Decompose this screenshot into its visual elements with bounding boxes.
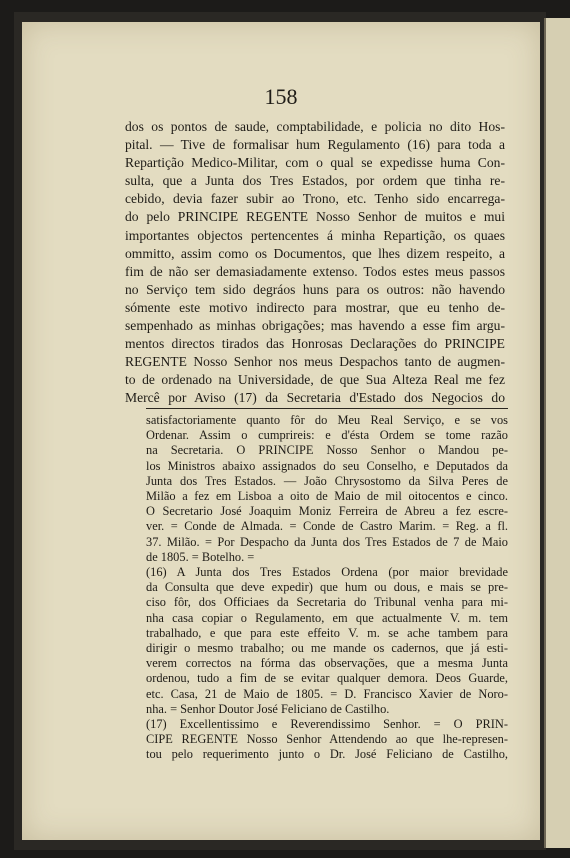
body-text-line: pital. — Tive de formalisar hum Regulamento (16) para toda a [125, 137, 505, 153]
footnotes-text [146, 413, 508, 763]
footnote-line: verem correctos na fórma das observações, que a mesma Junta [146, 656, 508, 671]
footnote-line: da Consulta que deve expedir) que hum ou dous, e mais se pre- [146, 580, 508, 595]
footnote-line: etc. Casa, 21 de Maio de 1805. = D. Francisco Xavier de Noro- [146, 686, 508, 701]
footnote-line: los Ministros abaixo assignados do seu Conselho, e Deputados da [146, 458, 508, 473]
footnote-line: Ordenar. Assim o cumprireis: e d'ésta Ordem se tome razão [146, 428, 508, 443]
footnote-line: 37. Milão. = Por Despacho da Junta dos Tres Estados de 7 de Maio [146, 534, 508, 549]
main-body-text [125, 118, 505, 408]
body-text-line: cebido, devia fazer subir ao Trono, etc. Tenho sido encarrega- [125, 191, 505, 207]
body-text-line: sulta, que a Junta dos Tres Estados, por ordem que tinha re- [125, 173, 505, 189]
footnote-line: satisfactoriamente quanto fôr do Meu Real Serviço, e se vos [146, 413, 508, 427]
footnote-line: na Secretaria. O PRINCIPE Nosso Senhor o Mandou pe- [146, 443, 508, 458]
footnote-line: ordenou, tudo a fim de se evitar qualquer demora. Deos Guarde, [146, 671, 508, 686]
footnote-line: Junta dos Tres Estados. — João Chrysostomo da Silva Peres de [146, 473, 508, 488]
footnote-line: trabalhado, e que para este effeito V. m. se ache tambem para [146, 625, 508, 640]
body-text-line: to de ordenado na Universidade, de que Sua Alteza Real me fez [125, 372, 505, 388]
body-text-line: Mercê por Aviso (17) da Secretaria d'Estado dos Negocios do [125, 390, 505, 406]
footnote-line: Milão a fez em Lisboa a oito de Maio de mil oitocentos e cinco. [146, 489, 508, 504]
body-text-line: sómente este motivo indirecto para mostrar, que eu tenho de- [125, 299, 505, 315]
footnote-line: CIPE REGENTE Nosso Senhor Attendendo ao que lhe-represen- [146, 732, 508, 747]
footnote-line: ciso fôr, dos Officiaes da Secretaria do Tribunal venha para mi- [146, 595, 508, 610]
adjacent-page-edge [544, 18, 570, 848]
body-text-line: REGENTE Nosso Senhor nos meus Despachos tanto de augmen- [125, 354, 505, 370]
footnote-separator [146, 408, 508, 409]
footnote-line: O Secretario José Joaquim Moniz Ferreira de Abreu a fez escre- [146, 504, 508, 519]
footnote-line: (16) A Junta dos Tres Estados Ordena (por maior brevidade [146, 565, 508, 580]
footnote-line: nha. = Senhor Doutor José Feliciano de Castilho. [146, 701, 390, 716]
body-text-line: no Serviço tem sido degráos huns para os outros: não havendo [125, 281, 505, 297]
footnote-line: dirigir o mesmo trabalho; ou me mande os cadernos, que já esti- [146, 641, 508, 656]
footnote-line: de 1805. = Botelho. = [146, 549, 255, 564]
footnote-line: nha casa copiar o Regulamento, em que actualmente V. m. tem [146, 610, 508, 625]
footnote-line: (17) Excellentissimo e Reverendissimo Senhor. = O PRIN- [146, 717, 508, 732]
body-text-line: ommitto, assim como os Documentos, que lhes dizem respeito, a [125, 245, 505, 261]
body-text-line: dos os pontos de saude, comptabilidade, e policia no dito Hos- [125, 119, 505, 134]
body-text-line: mentos directos tirados das Honrosas Declarações do PRINCIPE [125, 336, 505, 352]
page-number: 158 [264, 84, 298, 109]
footnote-line: tou pelo requerimento junto o Dr. José Feliciano de Castilho, [146, 747, 508, 762]
body-text-line: Repartição Medico-Militar, com o qual se expedisse huma Con- [125, 155, 505, 171]
body-text-line: importantes objectos pertencentes á minha Repartição, os quaes [125, 227, 505, 243]
body-text-line: fim de não ser demasiadamente extenso. Todos estes meus passos [125, 263, 505, 279]
body-text-line: sempenhado as minhas obrigações; mas havendo a esse fim argu- [125, 318, 505, 334]
body-text-line: do pelo PRINCIPE REGENTE Nosso Senhor de muitos e mui [125, 209, 505, 225]
footnote-line: ver. = Conde de Almada. = Conde de Castro Marim. = Reg. a fl. [146, 519, 508, 534]
